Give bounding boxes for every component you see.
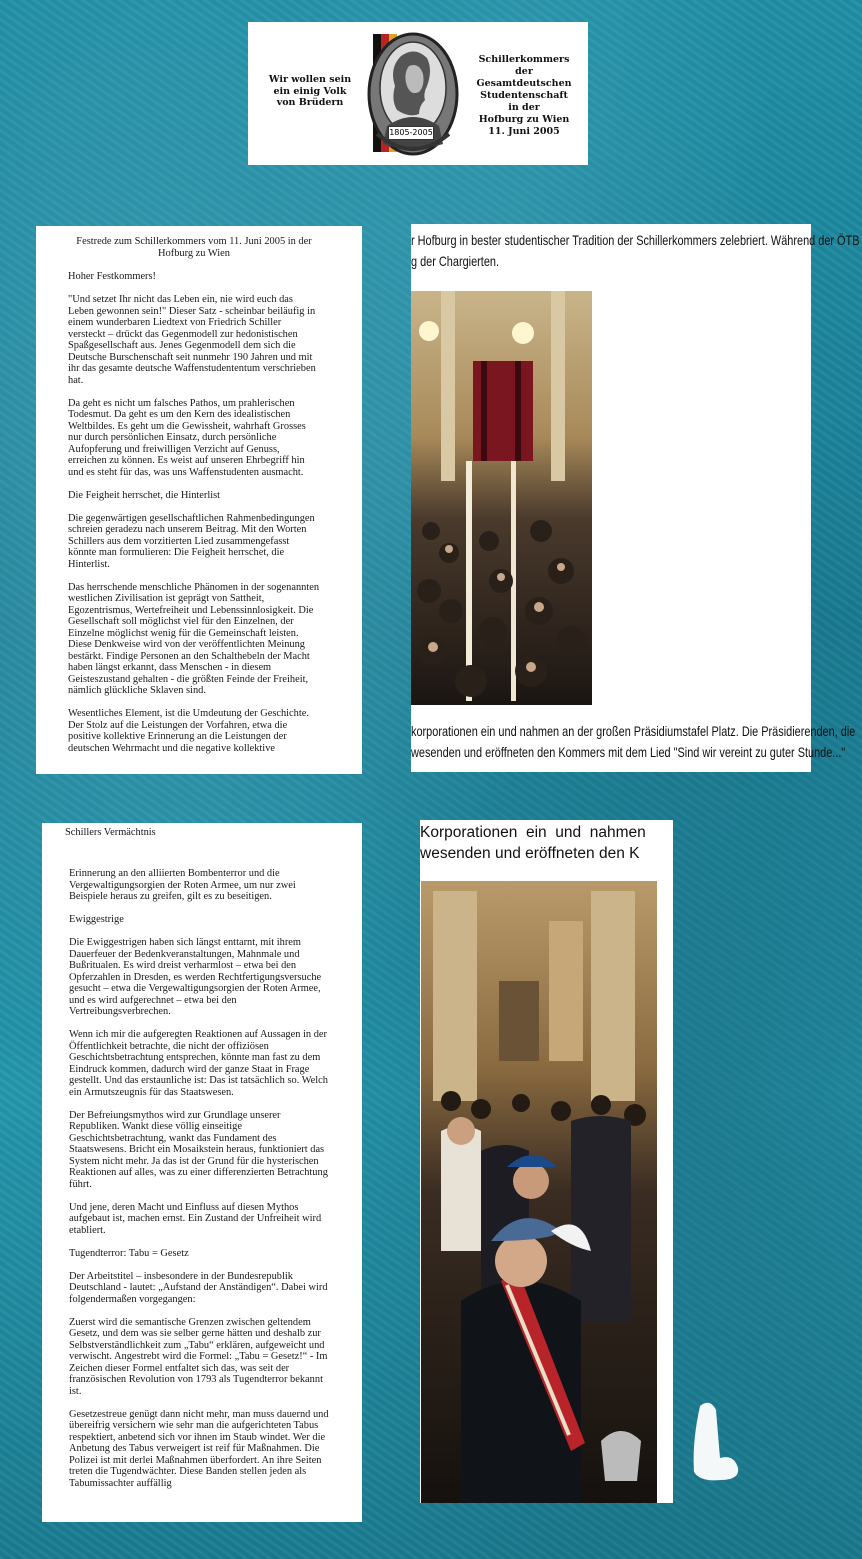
banner-title — [468, 54, 580, 138]
hofburg-hall-photo — [411, 291, 592, 705]
article-clip-2 — [420, 820, 673, 1503]
article-line: wesenden und eröffneten den K — [420, 845, 640, 862]
speech-page-1 — [36, 226, 362, 774]
title-line: der — [515, 66, 533, 77]
speech-paragraph: Hoher Festkommers! — [68, 271, 157, 282]
speech-paragraph: Wesentliches Element, ist die Umdeutung der Geschichte. Der Stolz auf die Leistungen der Vorfahren, etwa die positive kollektive Erinnerung an die Leistungen der deutschen Wehrmacht und die negative kollektive — [68, 708, 309, 754]
speech-paragraph: Der Befreiungsmythos wird zur Grundlage unserer Republiken. Wankt diese völlig einseitige Geschichtsbetrachtung, wankt das Fundament des Staatswesens. Bricht ein Mosaikstein heraus, funktioniert das System nicht mehr. Ja das ist der Grund für die hysterischen Reaktionen auf alles, was zu einer differenzierten Betrachtung führt. — [69, 1109, 328, 1190]
speech-paragraph: Der Arbeitstitel – insbesondere in der Bundesrepublik Deutschland - lautet: „Aufstand der Anständigen“. Dabei wird folgendermaßen vorgegangen: — [69, 1270, 328, 1305]
title-line: Studentenschaft — [480, 90, 568, 101]
speech-paragraph: Wenn ich mir die aufgeregten Reaktionen auf Aussagen in der Öffentlichkeit betrachte, die nicht der offiziösen Geschichtsbetrachtung entsprechen, könnte man fast zu dem Eindruck kommen, dadurch wird der ganze Staat in Frage gestellt. Und das erstaunliche ist: Das ist tatsächlich so. Welch ein Armutszeugnis für das Staatswesen. — [69, 1029, 328, 1098]
speech-paragraph: Erinnerung an den alliierten Bombenterror und die Vergewaltigungsorgien der Roten Armee, um nur zwei Beispiele heraus zu greifen, gilt es zu beseitigen. — [69, 868, 296, 902]
article-clip-2-top-text — [420, 822, 646, 864]
speech-paragraph: "Und setzet Ihr nicht das Leben ein, nie wird euch das Leben gewonnen sein!" Dieser Satz - scheinbar beiläufig in einem wunderbaren Liedtext von Friedrich Schiller versteckt – drückt das Gegenmodell zur hedonistischen Spaßgesellschaft aus. Jenes Gegenmodell dem sich die Deutsche Burschenschaft seit nunmehr 190 Jahren und mit ihr das gesamte deutsche Waffenstudententum verschrieben hat. — [68, 294, 316, 386]
article-line: r Hofburg in bester studentischer Tradition der Schillerkommers zelebriert. Während der ÖTB — [411, 232, 860, 248]
article-clip-1 — [411, 224, 860, 772]
title-line: 11. Juni 2005 — [488, 126, 560, 137]
speech-paragraph: Ewiggestrige — [69, 914, 124, 925]
speech-heading: Festrede zum Schillerkommers vom 11. Juni 2005 in der Hofburg zu Wien — [76, 236, 312, 259]
article-clip-1-top-text — [411, 230, 860, 272]
article-line: g der Chargierten. — [411, 253, 500, 269]
speech-paragraph: Das herrschende menschliche Phänomen in der sogenannten westlichen Zivilisation ist geprägt von Sattheit, Egozentrismus, Wertefreiheit und Lebenssinnlosigkeit. Die Gesellschaft soll möglichst viel für den Einzelnen, der Einzelne möglichst wenig für die Gemeinschaft leisten. Diese Denkweise wird von der veröffentlichten Meinung bestärkt. Findige Personen an den Schalthebeln der Macht haben längst erkannt, dass Menschen - in diesem Geisteszustand gehalten - die größten Feinde der Freiheit, nämlich glückliche Sklaven sind. — [68, 581, 320, 696]
title-line: in der — [508, 102, 540, 113]
speech-paragraph: Gesetzestreue genügt dann nicht mehr, man muss dauernd und übereifrig versichern wie sehr man die aufgerichteten Tabus respektiert, anbetend sich vor ihnen im Staub windet. Wer die Anbetung des Tabus verweigert ist reif für Maßnahmen. Die Polizei ist mit derlei Maßnahmen überfordert. An ihre Seiten treten die Tugendwächter. Diese Banden stellen jeden als Tabumissachter auffällig — [69, 1408, 329, 1489]
article-line: wesenden und eröffneten den Kommers mit dem Lied "Sind wir vereint zu guter Stunde..." — [411, 744, 846, 760]
article-line: Korporationen ein und nahmen — [420, 824, 646, 841]
banner-motto — [262, 74, 358, 109]
speech-paragraph: Die Feigheit herrschet, die Hinterlist — [68, 489, 221, 501]
article-clip-1-bottom-text — [411, 721, 855, 763]
white-splash-decoration — [690, 1400, 742, 1482]
motto-line: von Brüdern — [276, 97, 344, 108]
speech-page-2-title: Schillers Vermächtnis — [65, 827, 156, 838]
article-line: korporationen ein und nahmen an der großen Präsidiumstafel Platz. Die Präsidierenden, die — [411, 723, 856, 739]
title-line: Hofburg zu Wien — [478, 114, 570, 125]
chargierten-procession-photo — [421, 881, 657, 1503]
schillerkommers-banner — [248, 22, 588, 165]
speech-paragraph: Da geht es nicht um falsches Pathos, um prahlerischen Todesmut. Da geht es um den Kern des idealistischen Weltbildes. Es geht um die Gewissheit, wahrhaft Grosses nur durch persönlichen Einsatz, durch persönliche Aufopferung und freiwilligen Verzicht auf Genuss, erreichen zu können. Es weist auf unseren Ehrbegriff hin und es steht für das, was uns Waffenstudenten ausmacht. — [68, 397, 306, 478]
motto-line: Wir wollen sein — [268, 74, 352, 85]
speech-paragraph: Zuerst wird die semantische Grenzen zwischen geltendem Gesetz, und dem was sie selber gerne hätten und deshalb zur Selbstverständlichkeit zum „Tabu“ erklären, aufgeweicht und verwischt. Angestrebt wird die Formel: „Tabu = Gesetz!“ - Im Zeichen dieser Formel entfaltet sich das, was seit der französischen Revolution von 1793 als Tugendterror bekannt ist. — [69, 1316, 328, 1397]
title-line: Schillerkommers — [478, 54, 570, 65]
speech-page-2 — [42, 823, 362, 1522]
speech-paragraph: Die Ewiggestrigen haben sich längst enttarnt, mit ihrem Dauerfeuer der Bedenkveranstaltungen, Mahnmale und Bußritualen. Es wird dreist verharmlost – etwa bei den Opferzahlen in Dresden, es werden Rechtfertigungsversuche gesucht – etwa die Vergewaltigungsorgien der Roten Armee, und es wird aufgerechnet – etwa bei den Vertreibungsverbrechen. — [69, 937, 322, 1017]
title-line: Gesamtdeutschen — [476, 78, 572, 89]
years-label: 1805-2005 — [388, 126, 434, 140]
schiller-portrait-emblem — [351, 26, 471, 161]
speech-paragraph: Die gegenwärtigen gesellschaftlichen Rahmenbedingungen schreien geradezu nach unserem Beitrag. Mit den Worten Schillers aus dem vorzitierten Lied zusammengefasst könnte man formulieren: Die Feigheit herrschet, die Hinterlist. — [68, 512, 315, 570]
speech-paragraph: Tugendterror: Tabu = Gesetz — [69, 1247, 189, 1259]
speech-paragraph: Und jene, deren Macht und Einfluss auf diesen Mythos aufgebaut ist, machen ernst. Ein Zustand der Unfreiheit wird etabliert. — [69, 1201, 322, 1236]
motto-line: ein einig Volk — [273, 85, 347, 97]
